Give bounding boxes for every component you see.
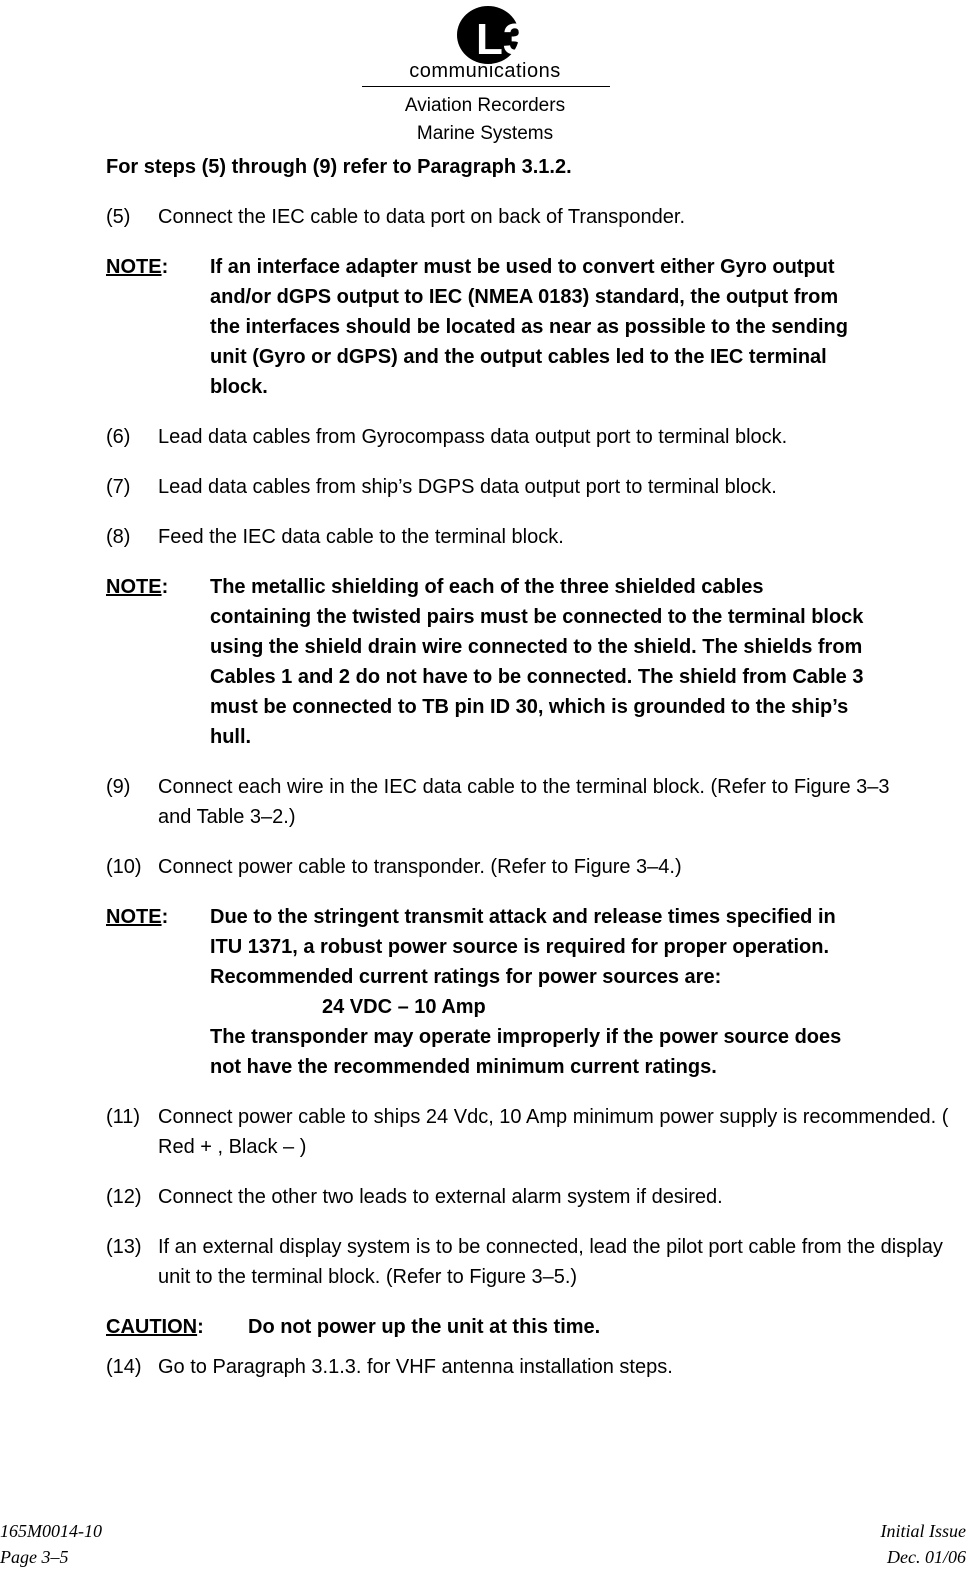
note-2 <box>106 572 956 752</box>
note-text: The metallic shielding of each of the three shielded cables containing the twisted pairs must be connected to the terminal block using the shield drain wire connected to the shield. The shields from Cables 1 and 2 do not have to be connected. The shield from Cable 3 must be connected to TB pin ID 30, which is grounded to the ship’s hull. <box>210 576 864 748</box>
issue-label: Initial Issue <box>880 1521 966 1541</box>
page-header <box>0 0 970 150</box>
step-text: Connect the other two leads to external alarm system if desired. <box>158 1186 723 1208</box>
note-text <box>210 902 870 1082</box>
step-text: Connect power cable to ships 24 Vdc, 10 Amp minimum power supply is recommended. ( Red + , Black – ) <box>158 1106 949 1158</box>
note-label: NOTE: <box>106 256 169 278</box>
page-body <box>106 152 956 1402</box>
step-5 <box>106 202 956 232</box>
step-number: (5) <box>106 206 131 228</box>
step-number: (7) <box>106 476 131 498</box>
step-number: (11) <box>106 1106 141 1128</box>
header-line-aviation: Aviation Recorders <box>404 95 566 116</box>
step-13 <box>106 1232 956 1292</box>
l3-logo-icon <box>455 4 528 66</box>
caution-label: CAUTION: <box>106 1316 204 1338</box>
caution-text: Do not power up the unit at this time. <box>248 1316 601 1338</box>
logo-text: communications <box>409 60 561 82</box>
step-number: (14) <box>106 1356 142 1378</box>
note-paragraph: The transponder may operate improperly if the power source does not have the recommended minimum current ratings. <box>210 1026 842 1078</box>
step-12 <box>106 1182 956 1212</box>
step-text: Connect power cable to transponder. (Refer to Figure 3–4.) <box>158 856 682 878</box>
doc-number: 165M0014-10 <box>0 1521 102 1541</box>
step-text: Lead data cables from Gyrocompass data output port to terminal block. <box>158 426 788 448</box>
note-3 <box>106 902 956 1082</box>
note-paragraph: Due to the stringent transmit attack and release times specified in ITU 1371, a robust power source is required for proper operation. Recommended current ratings for power sources are: <box>210 906 836 988</box>
note-text: If an interface adapter must be used to convert either Gyro output and/or dGPS output to IEC (NMEA 0183) standard, the output from the interfaces should be located as near as possible to the sending unit (Gyro or dGPS) and the output cables led to the IEC terminal block. <box>210 256 848 398</box>
footer-right <box>881 1518 967 1570</box>
step-9 <box>106 772 956 832</box>
step-7 <box>106 472 956 502</box>
step-11 <box>106 1102 956 1162</box>
step-text: Connect each wire in the IEC data cable to the terminal block. (Refer to Figure 3–3 and Table 3–2.) <box>158 776 890 828</box>
step-text: Connect the IEC cable to data port on back of Transponder. <box>158 206 686 228</box>
footer-left <box>0 1518 102 1570</box>
step-text: Feed the IEC data cable to the terminal block. <box>158 526 564 548</box>
header-line-marine: Marine Systems <box>416 123 554 144</box>
intro-heading: For steps (5) through (9) refer to Paragraph 3.1.2. <box>106 156 572 178</box>
step-14 <box>106 1352 956 1382</box>
step-number: (9) <box>106 776 131 798</box>
step-text: Lead data cables from ship’s DGPS data output port to terminal block. <box>158 476 777 498</box>
power-rating: 24 VDC – 10 Amp <box>322 996 486 1018</box>
step-number: (13) <box>106 1236 142 1258</box>
note-label: NOTE: <box>106 906 169 928</box>
page-number: Page 3–5 <box>0 1547 69 1567</box>
step-6 <box>106 422 956 452</box>
issue-date: Dec. 01/06 <box>887 1547 966 1567</box>
logo-divider <box>362 86 610 87</box>
step-10 <box>106 852 956 882</box>
note-label: NOTE: <box>106 576 169 598</box>
step-8 <box>106 522 956 552</box>
step-text: If an external display system is to be connected, lead the pilot port cable from the display unit to the terminal block. (Refer to Figure 3–5.) <box>158 1236 943 1288</box>
note-1 <box>106 252 956 402</box>
step-text: Go to Paragraph 3.1.3. for VHF antenna installation steps. <box>158 1356 673 1378</box>
step-number: (12) <box>106 1186 142 1208</box>
step-number: (6) <box>106 426 131 448</box>
caution <box>106 1312 956 1342</box>
step-number: (8) <box>106 526 131 548</box>
logo-mark: L3 <box>476 15 528 64</box>
step-number: (10) <box>106 856 142 878</box>
